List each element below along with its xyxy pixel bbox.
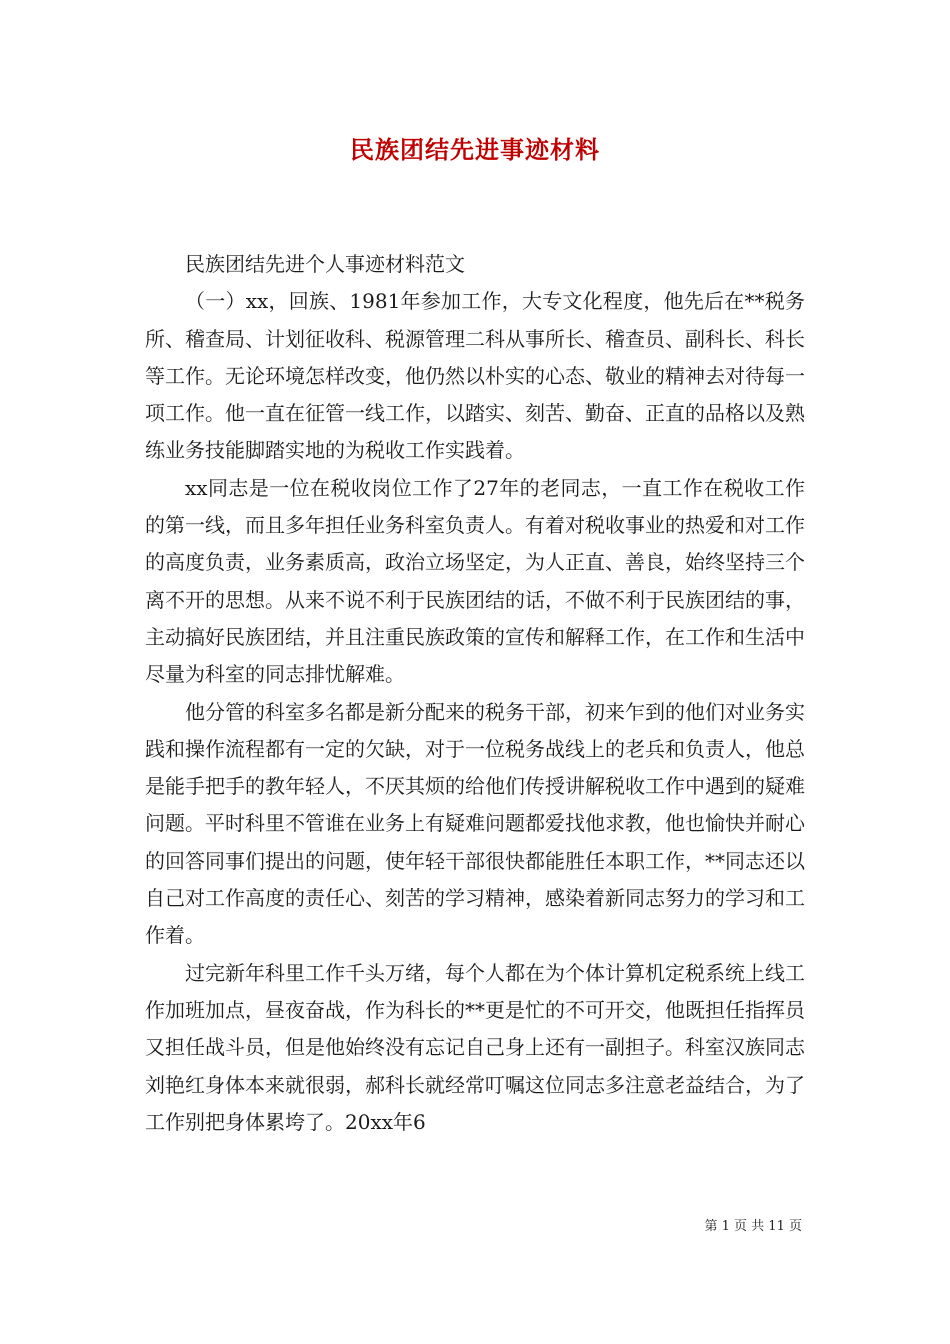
paragraph-1: （一）xx，回族、1981年参加工作，大专文化程度，他先后在**税务所、稽查局、计划征收科、税源管理二科从事所长、稽查员、副科长、科长等工作。无论环境怎样改变，他仍然以朴实的心态、敬业的精神去对待每一项工作。他一直在征管一线工作，以踏实、刻苦、勤奋、正直的品格以及熟练业务技能脚踏实地的为税收工作实践着。	[145, 289, 805, 463]
page-footer	[0, 1218, 802, 1236]
footer-current-page: 1	[721, 1219, 730, 1234]
document-title: 民族团结先进事迹材料	[350, 135, 600, 164]
footer-total-pages: 11	[768, 1219, 785, 1234]
paragraph-3: 他分管的科室多名都是新分配来的税务干部，初来乍到的他们对业务实践和操作流程都有一定的欠缺，对于一位税务战线上的老兵和负责人，他总是能手把手的教年轻人，不厌其烦的给他们传授讲解税收工作中遇到的疑难问题。平时科里不管谁在业务上有疑难问题都爱找他求教，他也愉快并耐心的回答同事们提出的问题，使年轻干部很快都能胜任本职工作，**同志还以自己对工作高度的责任心、刻苦的学习精神，感染着新同志努力的学习和工作着。	[145, 699, 805, 948]
footer-suffix: 页	[788, 1219, 802, 1234]
paragraph-4: 过完新年科里工作千头万绪，每个人都在为个体计算机定税系统上线工作加班加点，昼夜奋战，作为科长的**更是忙的不可开交，他既担任指挥员又担任战斗员，但是他始终没有忘记自己身上还有一副担子。科室汉族同志刘艳红身体本来就很弱，郝科长就经常叮嘱这位同志多注意老益结合，为了工作别把身体累垮了。20xx年6	[145, 960, 805, 1134]
paragraph-2: xx同志是一位在税收岗位工作了27年的老同志，一直工作在税收工作的第一线，而且多年担任业务科室负责人。有着对税收事业的热爱和对工作的高度负责，业务素质高，政治立场坚定，为人正直、善良，始终坚持三个离不开的思想。从来不说不利于民族团结的话，不做不利于民族团结的事，主动搞好民族团结，并且注重民族政策的宣传和解释工作，在工作和生活中尽量为科室的同志排忧解难。	[145, 475, 805, 687]
footer-prefix: 第	[704, 1219, 718, 1234]
document-body	[145, 246, 805, 1141]
subtitle: 民族团结先进个人事迹材料范文	[185, 252, 465, 276]
footer-middle: 页 共	[734, 1219, 765, 1234]
